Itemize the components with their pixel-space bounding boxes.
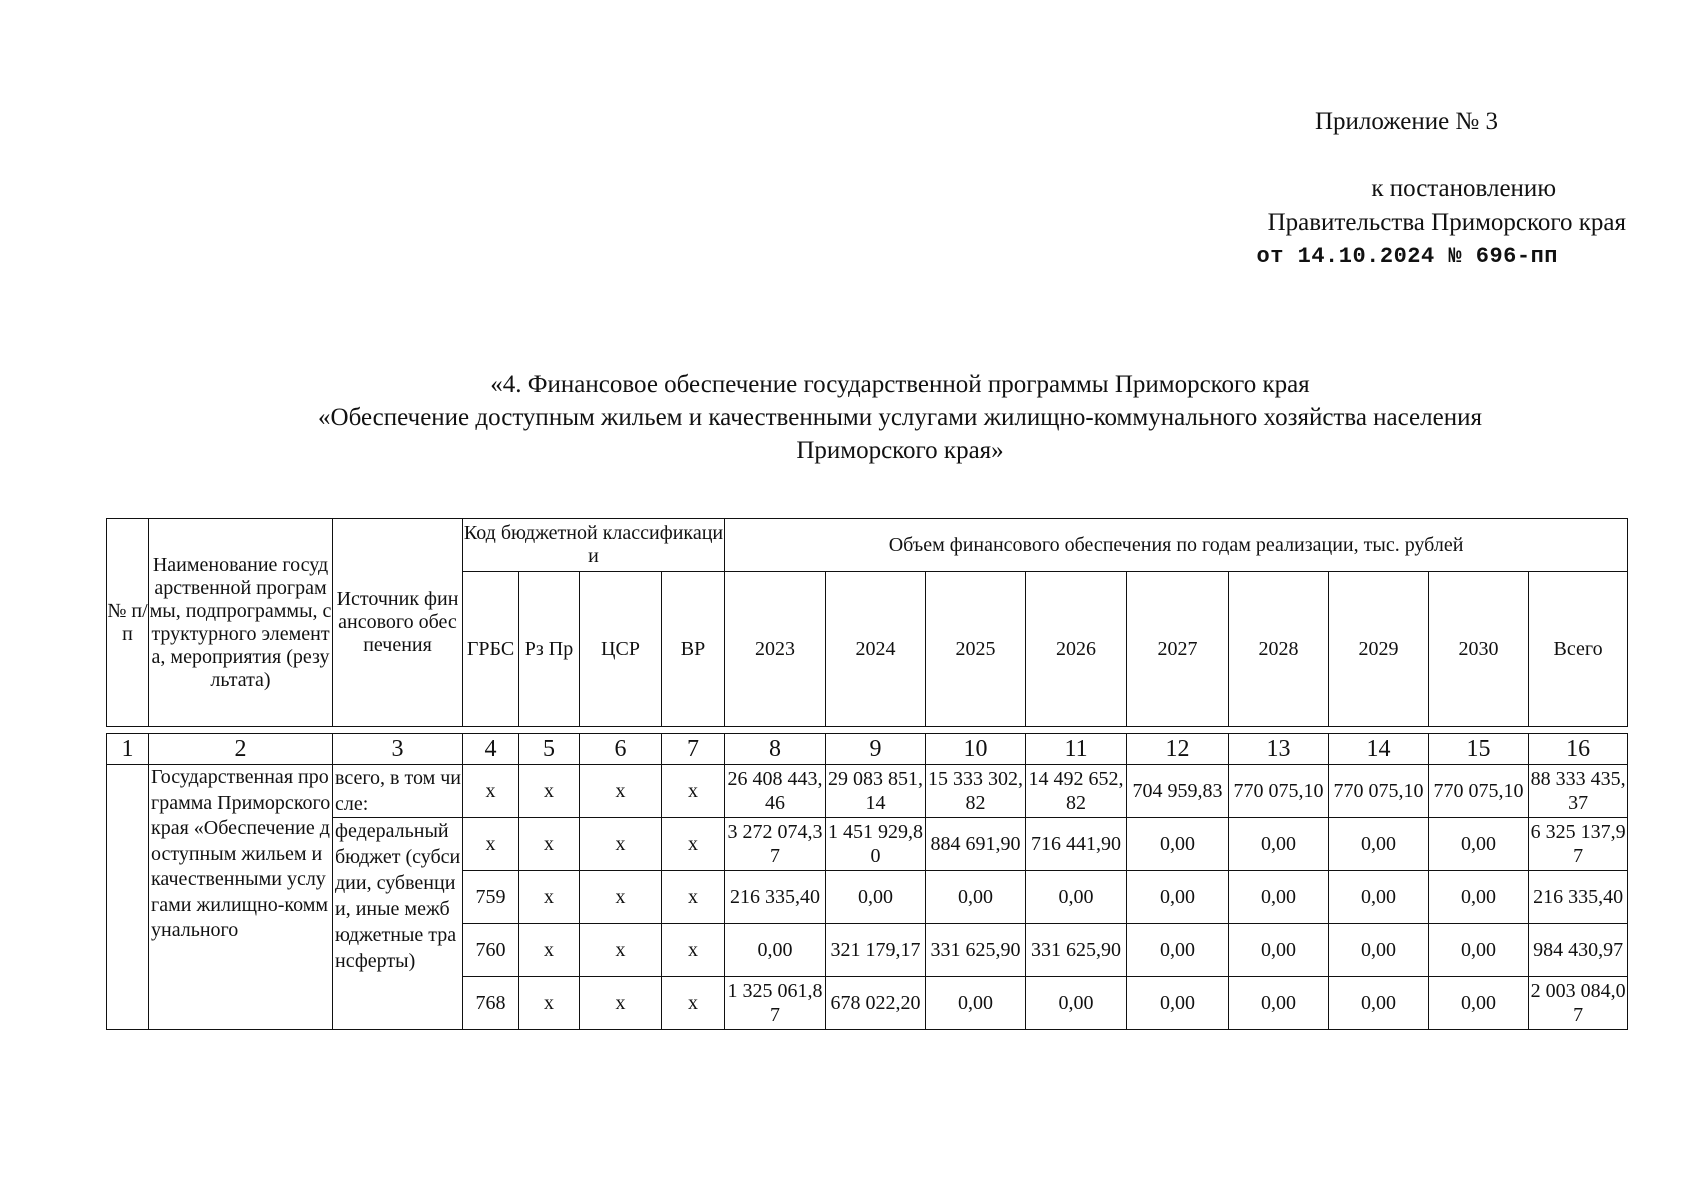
csr-cell: x <box>580 765 662 818</box>
title-line-1: «4. Финансовое обеспечение государственной программы Приморского края <box>490 371 1310 398</box>
value-cell: 770 075,10 <box>1329 765 1429 818</box>
column-number: 2 <box>149 734 333 765</box>
value-cell: 0,00 <box>1229 818 1329 871</box>
column-number: 15 <box>1429 734 1529 765</box>
value-cell: 770 075,10 <box>1429 765 1529 818</box>
value-cell: 2 003 084,07 <box>1529 977 1628 1030</box>
value-cell: 0,00 <box>1329 871 1429 924</box>
value-cell: 0,00 <box>1026 977 1127 1030</box>
header-2024: 2024 <box>826 572 926 727</box>
csr-cell: x <box>580 924 662 977</box>
column-number: 13 <box>1229 734 1329 765</box>
header-2023: 2023 <box>725 572 826 727</box>
value-cell: 0,00 <box>1127 924 1229 977</box>
vr-cell: x <box>662 871 725 924</box>
column-number: 1 <box>107 734 149 765</box>
value-cell: 14 492 652,82 <box>1026 765 1127 818</box>
value-cell: 704 959,83 <box>1127 765 1229 818</box>
rzpr-cell: x <box>519 765 580 818</box>
header-csr: ЦСР <box>580 572 662 727</box>
header-2025: 2025 <box>926 572 1026 727</box>
value-cell: 216 335,40 <box>725 871 826 924</box>
rzpr-cell: x <box>519 977 580 1030</box>
vr-cell: x <box>662 765 725 818</box>
source-cell: федеральный бюджет (субсидии, субвенции, иные межбюджетные трансферты) <box>333 818 463 1030</box>
value-cell: 1 451 929,80 <box>826 818 926 871</box>
value-cell: 1 325 061,87 <box>725 977 826 1030</box>
header-2029: 2029 <box>1329 572 1429 727</box>
vr-cell: x <box>662 924 725 977</box>
value-cell: 331 625,90 <box>926 924 1026 977</box>
csr-cell: x <box>580 818 662 871</box>
value-cell: 0,00 <box>1429 871 1529 924</box>
row-number-cell <box>107 765 149 1030</box>
government-text: Правительства Приморского края <box>1267 209 1626 236</box>
header-total: Всего <box>1529 572 1628 727</box>
value-cell: 0,00 <box>1329 924 1429 977</box>
value-cell: 0,00 <box>1127 818 1229 871</box>
value-cell: 0,00 <box>1429 977 1529 1030</box>
column-number: 14 <box>1329 734 1429 765</box>
value-cell: 984 430,97 <box>1529 924 1628 977</box>
header-name: Наименование государственной программы, подпрограммы, структурного элемента, мероприятия (результата) <box>149 519 333 727</box>
value-cell: 0,00 <box>1229 924 1329 977</box>
title-line-2: «Обеспечение доступным жильем и качественными услугами жилищно-коммунального хозяйства населения <box>318 404 1482 431</box>
grbs-cell: 759 <box>463 871 519 924</box>
value-cell: 29 083 851,14 <box>826 765 926 818</box>
rzpr-cell: x <box>519 818 580 871</box>
value-cell: 216 335,40 <box>1529 871 1628 924</box>
rzpr-cell: x <box>519 924 580 977</box>
column-number: 4 <box>463 734 519 765</box>
rzpr-cell: x <box>519 871 580 924</box>
column-number: 7 <box>662 734 725 765</box>
column-number: 11 <box>1026 734 1127 765</box>
header-2026: 2026 <box>1026 572 1127 727</box>
value-cell: 0,00 <box>1229 977 1329 1030</box>
value-cell: 0,00 <box>926 871 1026 924</box>
header-num: № п/п <box>107 519 149 727</box>
vr-cell: x <box>662 977 725 1030</box>
header-2027: 2027 <box>1127 572 1229 727</box>
value-cell: 0,00 <box>1329 977 1429 1030</box>
header-budget-code: Код бюджетной классификации <box>463 519 725 572</box>
column-number: 16 <box>1529 734 1628 765</box>
value-cell: 331 625,90 <box>1026 924 1127 977</box>
value-cell: 0,00 <box>826 871 926 924</box>
column-number: 9 <box>826 734 926 765</box>
decree-date-number: от 14.10.2024 № 696-пп <box>1256 244 1558 269</box>
column-number: 12 <box>1127 734 1229 765</box>
value-cell: 6 325 137,97 <box>1529 818 1628 871</box>
table-row <box>107 765 1628 818</box>
column-number: 8 <box>725 734 826 765</box>
table-row <box>107 818 1628 871</box>
value-cell: 0,00 <box>1329 818 1429 871</box>
value-cell: 0,00 <box>1429 818 1529 871</box>
program-name-cell: Государственная программа Приморского края «Обеспечение доступным жильем и качественными услугами жилищно-коммунального <box>149 765 333 1030</box>
column-number: 10 <box>926 734 1026 765</box>
grbs-cell: x <box>463 818 519 871</box>
value-cell: 15 333 302,82 <box>926 765 1026 818</box>
csr-cell: x <box>580 977 662 1030</box>
value-cell: 88 333 435,37 <box>1529 765 1628 818</box>
value-cell: 884 691,90 <box>926 818 1026 871</box>
value-cell: 678 022,20 <box>826 977 926 1030</box>
header-rzpr: Рз Пр <box>519 572 580 727</box>
title-line-3: Приморского края» <box>796 437 1004 464</box>
value-cell: 0,00 <box>926 977 1026 1030</box>
decree-reference <box>1257 172 1626 274</box>
financing-table <box>106 518 1628 1030</box>
header-source: Источник финансового обеспечения <box>333 519 463 727</box>
grbs-cell: 760 <box>463 924 519 977</box>
to-decree-text: к постановлению <box>1371 175 1556 202</box>
header-vr: ВР <box>662 572 725 727</box>
value-cell: 770 075,10 <box>1229 765 1329 818</box>
grbs-cell: 768 <box>463 977 519 1030</box>
source-cell: всего, в том числе: <box>333 765 463 818</box>
value-cell: 0,00 <box>1429 924 1529 977</box>
value-cell: 0,00 <box>1127 977 1229 1030</box>
value-cell: 0,00 <box>1229 871 1329 924</box>
value-cell: 0,00 <box>1026 871 1127 924</box>
value-cell: 716 441,90 <box>1026 818 1127 871</box>
column-number: 5 <box>519 734 580 765</box>
value-cell: 0,00 <box>1127 871 1229 924</box>
grbs-cell: x <box>463 765 519 818</box>
column-numbers-row <box>107 734 1628 765</box>
document-title <box>0 368 1696 467</box>
column-number: 3 <box>333 734 463 765</box>
value-cell: 321 179,17 <box>826 924 926 977</box>
column-number: 6 <box>580 734 662 765</box>
csr-cell: x <box>580 871 662 924</box>
vr-cell: x <box>662 818 725 871</box>
annex-label: Приложение № 3 <box>1315 108 1499 135</box>
header-2028: 2028 <box>1229 572 1329 727</box>
value-cell: 3 272 074,37 <box>725 818 826 871</box>
value-cell: 26 408 443,46 <box>725 765 826 818</box>
header-2030: 2030 <box>1429 572 1529 727</box>
value-cell: 0,00 <box>725 924 826 977</box>
header-volume: Объем финансового обеспечения по годам реализации, тыс. рублей <box>725 519 1628 572</box>
header-grbs: ГРБС <box>463 572 519 727</box>
